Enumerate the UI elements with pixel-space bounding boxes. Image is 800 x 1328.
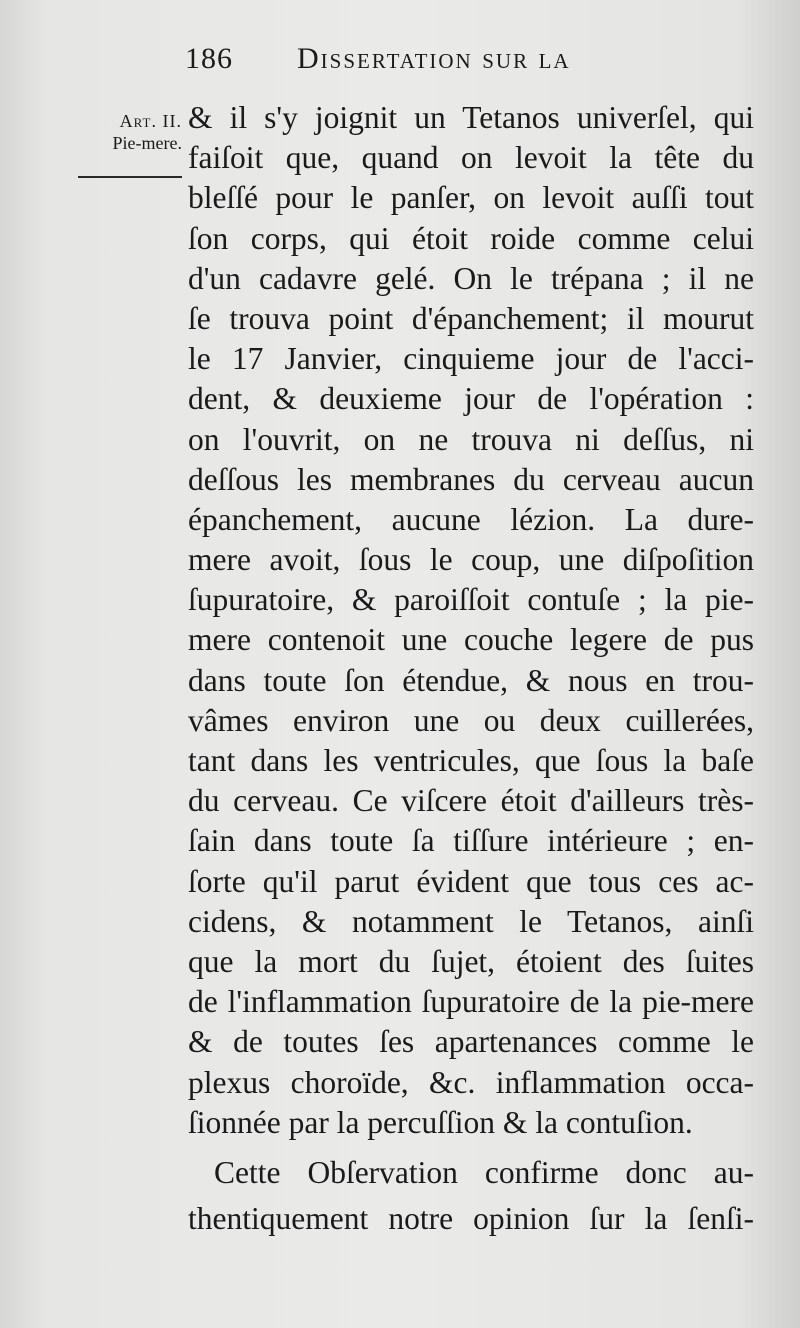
margin-divider [78, 176, 182, 178]
text-line: que la mort du ſujet, étoient des ſuites [188, 943, 754, 979]
text-line: dent, & deuxieme jour de l'opération : [188, 381, 754, 417]
text-line: du cerveau. Ce viſcere étoit d'ailleurs très- [188, 783, 754, 819]
paragraph-2 [188, 1150, 754, 1242]
page-number: 186 [185, 42, 233, 75]
text-line: ſe trouva point d'épanchement; il mourut [188, 300, 754, 336]
text-line: & il s'y joignit un Tetanos univerſel, qui [188, 100, 754, 135]
text-line: Cette Obſervation confirme donc au- [214, 1155, 754, 1190]
text-line: d'un cadavre gelé. On le trépana ; il ne [188, 260, 754, 296]
text-line: le 17 Janvier, cinquieme jour de l'acci- [188, 341, 754, 377]
running-title: Dissertation sur la [297, 42, 571, 75]
page-header [185, 40, 655, 84]
text-line: & de toutes ſes apartenances comme le [188, 1024, 754, 1060]
text-line: dans toute ſon étendue, & nous en trou- [188, 662, 754, 698]
text-line: tant dans les ventricules, que ſous la baſe [188, 743, 754, 778]
text-line: mere avoit, ſous le coup, une diſpoſition [188, 542, 754, 578]
text-line: ſorte qu'il parut évident que tous ces ac- [188, 863, 754, 899]
text-line: faiſoit que, quand on levoit la tête du [188, 140, 754, 176]
text-line: bleſſé pour le panſer, on levoit auſſi tout [188, 180, 754, 216]
text-line: de l'inflammation ſupuratoire de la pie-mere [188, 984, 754, 1020]
margin-article-label: Art. II. [119, 111, 182, 131]
text-line: vâmes environ une ou deux cuillerées, [188, 702, 754, 738]
text-line: deſſous les membranes du cerveau aucun [188, 461, 754, 497]
text-line: cidens, & notamment le Tetanos, ainſi [188, 903, 754, 939]
text-line: ſupuratoire, & paroiſſoit contuſe ; la pie- [188, 582, 754, 618]
text-line: thentiquement notre opinion ſur la ſenſi- [188, 1201, 754, 1236]
text-line: on l'ouvrit, on ne trouva ni deſſus, ni [188, 421, 754, 457]
text-line: ſionnée par la percuſſion & la contuſion. [188, 1104, 693, 1140]
text-line: mere contenoit une couche legere de pus [188, 622, 754, 658]
margin-topic-label: Pie-mere. [112, 133, 182, 153]
text-line: ſain dans toute ſa tiſſure intérieure ; en- [188, 823, 754, 859]
paragraph-1 [188, 98, 754, 1143]
margin-note [78, 110, 182, 154]
text-line: épanchement, aucune lézion. La dure- [188, 501, 754, 537]
text-line: plexus choroïde, &c. inflammation occa- [188, 1064, 754, 1100]
text-line: ſon corps, qui étoit roide comme celui [188, 220, 754, 256]
